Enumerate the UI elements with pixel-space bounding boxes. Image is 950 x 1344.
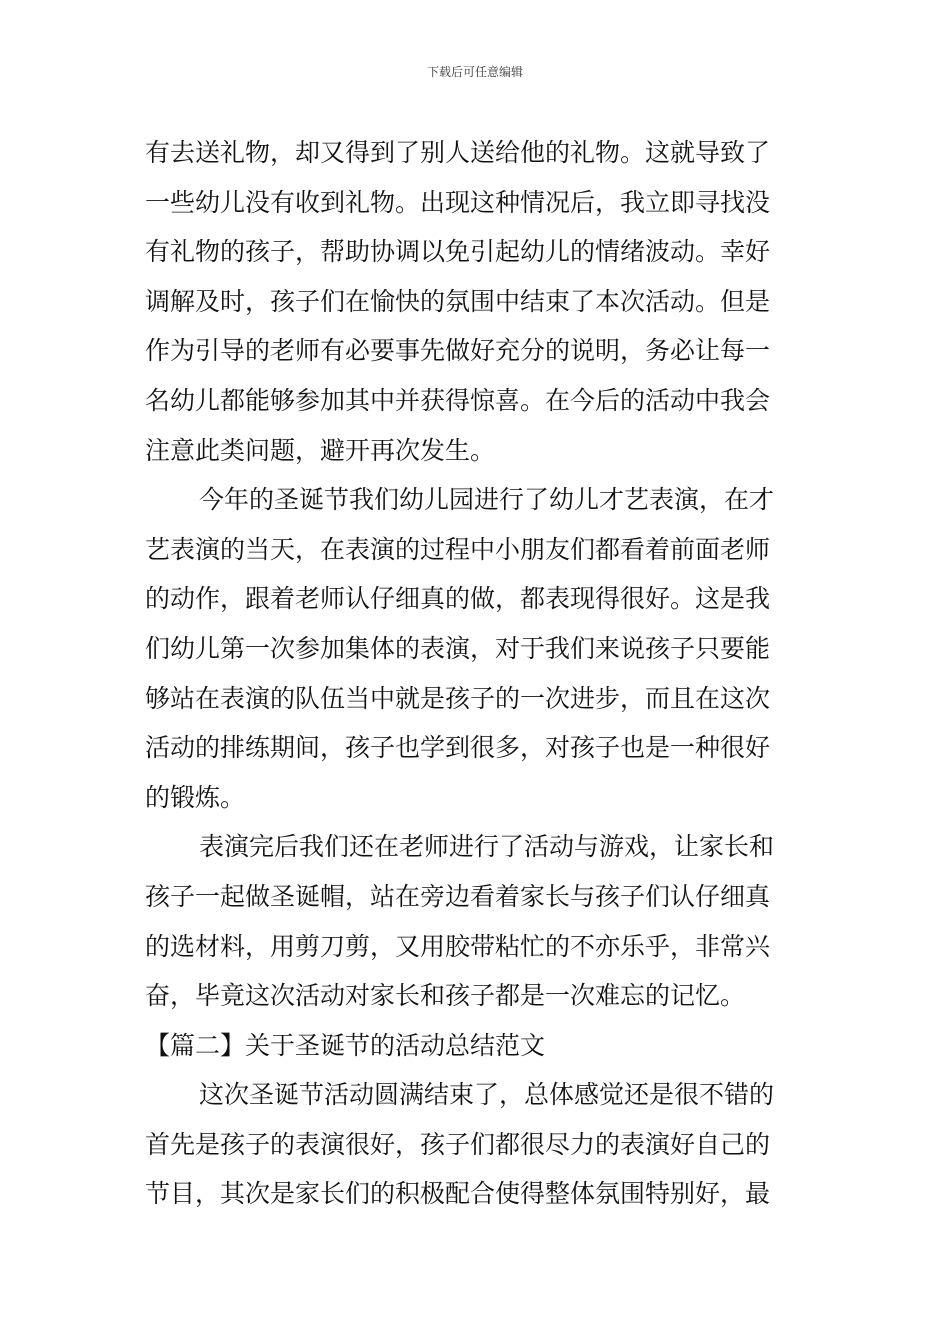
document-body [145,128,810,1219]
text-line: 够站在表演的队伍当中就是孩子的一次进步，而且在这次 [145,683,771,713]
text-line: 艺表演的当天，在表演的过程中小朋友们都看着前面老师 [145,534,771,564]
text-line: 首先是孩子的表演很好，孩子们都很尽力的表演好自己的 [145,1129,771,1159]
text-line: 的动作，跟着老师认仔细真的做，都表现得很好。这是我 [145,584,771,614]
text-line: 们幼儿第一次参加集体的表演，对于我们来说孩子只要能 [145,633,771,663]
text-line: 作为引导的老师有必要事先做好充分的说明，务必让每一 [145,336,771,366]
text-line: 奋，毕竟这次活动对家长和孩子都是一次难忘的记忆。 [145,981,746,1011]
paragraph-start-line: 今年的圣诞节我们幼儿园进行了幼儿才艺表演，在才 [199,485,775,515]
text-line: 活动的排练期间，孩子也学到很多，对孩子也是一种很好 [145,733,771,763]
text-line: 孩子一起做圣诞帽，站在旁边看着家长与孩子们认仔细真 [145,881,771,911]
text-line: 注意此类问题，避开再次发生。 [145,435,496,465]
page-header-note: 下载后可任意编辑 [426,65,523,79]
text-line: 调解及时，孩子们在愉快的氛围中结束了本次活动。但是 [145,286,771,316]
text-line: 的选材料，用剪刀剪，又用胶带粘忙的不亦乐乎，非常兴 [145,931,771,961]
text-line: 名幼儿都能够参加其中并获得惊喜。在今后的活动中我会 [145,385,771,415]
text-line: 的锻炼。 [145,782,246,812]
text-line: 有去送礼物，却又得到了别人送给他的礼物。这就导致了 [145,138,771,167]
text-line: 节目，其次是家长们的积极配合使得整体氛围特别好，最 [145,1179,771,1209]
text-line: 有礼物的孩子，帮助协调以免引起幼儿的情绪波动。幸好 [145,237,771,267]
section-heading: 【篇二】关于圣诞节的活动总结范文 [145,1030,546,1060]
text-line: 一些幼儿没有收到礼物。出现这种情况后，我立即寻找没 [145,187,771,217]
paragraph-start-line: 这次圣诞节活动圆满结束了，总体感觉还是很不错的 [199,1080,775,1110]
paragraph-start-line: 表演完后我们还在老师进行了活动与游戏，让家长和 [199,832,775,862]
